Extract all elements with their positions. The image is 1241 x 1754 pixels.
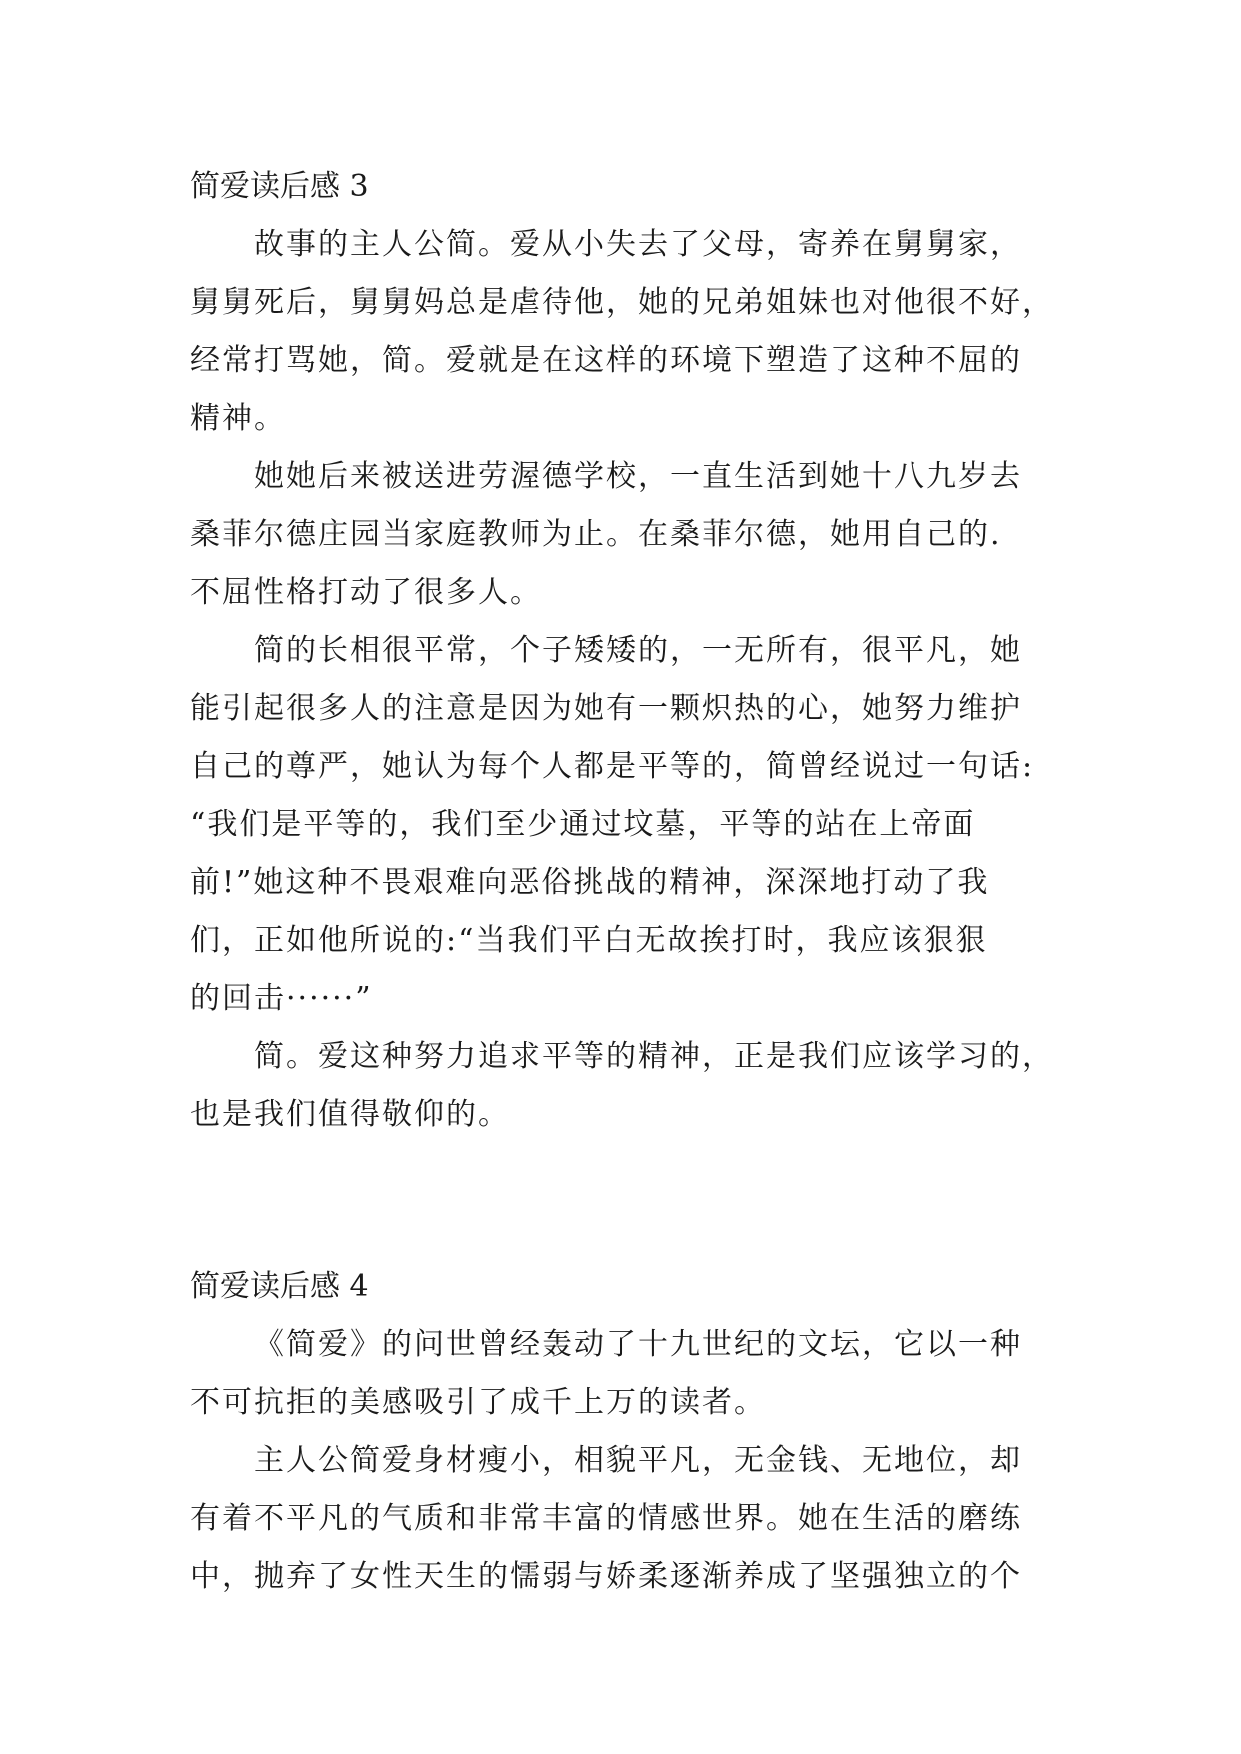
text-line: 们，正如他所说的:“当我们平白无故挨打时，我应该狠狠 xyxy=(190,923,988,958)
paragraph xyxy=(190,622,1070,1028)
text-line: 不可抗拒的美感吸引了成千上万的读者。 xyxy=(190,1385,766,1420)
text-line: 自己的尊严，她认为每个人都是平等的，简曾经说过一句话: xyxy=(190,749,1035,784)
text-line: 的回击······” xyxy=(190,981,373,1016)
essay-section-4 xyxy=(190,1258,1070,1606)
text-line: 能引起很多人的注意是因为她有一颗炽热的心，她努力维护 xyxy=(190,691,1022,726)
text-line: 经常打骂她，简。爱就是在这样的环境下塑造了这种不屈的 xyxy=(190,343,1022,378)
text-line: 桑菲尔德庄园当家庭教师为止。在桑菲尔德，她用自己的. xyxy=(190,517,1002,552)
paragraph xyxy=(190,216,1070,448)
text-line: 故事的主人公简。爱从小失去了父母，寄养在舅舅家， xyxy=(254,227,1022,262)
text-line: 《简爱》的问世曾经轰动了十九世纪的文坛，它以一种 xyxy=(254,1327,1022,1362)
paragraph xyxy=(190,1432,1070,1606)
paragraph xyxy=(190,448,1070,622)
essay-section-3 xyxy=(190,158,1070,1144)
text-line: 中，抛弃了女性天生的懦弱与娇柔逐渐养成了坚强独立的个 xyxy=(190,1559,1022,1594)
paragraph xyxy=(190,1028,1070,1144)
text-line: 简的长相很平常，个子矮矮的，一无所有，很平凡，她 xyxy=(254,633,1022,668)
paragraph xyxy=(190,1316,1070,1432)
text-line: 也是我们值得敬仰的。 xyxy=(190,1097,510,1132)
text-line: 简。爱这种努力追求平等的精神，正是我们应该学习的， xyxy=(254,1039,1054,1074)
text-line: 精神。 xyxy=(190,401,286,436)
text-line: 舅舅死后，舅舅妈总是虐待他，她的兄弟姐妹也对他很不好， xyxy=(190,285,1054,320)
text-line: 主人公简爱身材瘦小，相貌平凡，无金钱、无地位，却 xyxy=(254,1443,1022,1478)
text-line: 不屈性格打动了很多人。 xyxy=(190,575,542,610)
text-line: 前!”她这种不畏艰难向恶俗挑战的精神，深深地打动了我 xyxy=(190,865,990,900)
document-body xyxy=(190,158,1070,1606)
text-line: 她她后来被送进劳渥德学校，一直生活到她十八九岁去 xyxy=(254,459,1022,494)
section-title: 简爱读后感 4 xyxy=(190,1269,369,1304)
text-line: 有着不平凡的气质和非常丰富的情感世界。她在生活的磨练 xyxy=(190,1501,1022,1536)
section-gap xyxy=(190,1144,1070,1258)
section-title: 简爱读后感 3 xyxy=(190,169,369,204)
text-line: “我们是平等的，我们至少通过坟墓，平等的站在上帝面 xyxy=(190,807,976,842)
